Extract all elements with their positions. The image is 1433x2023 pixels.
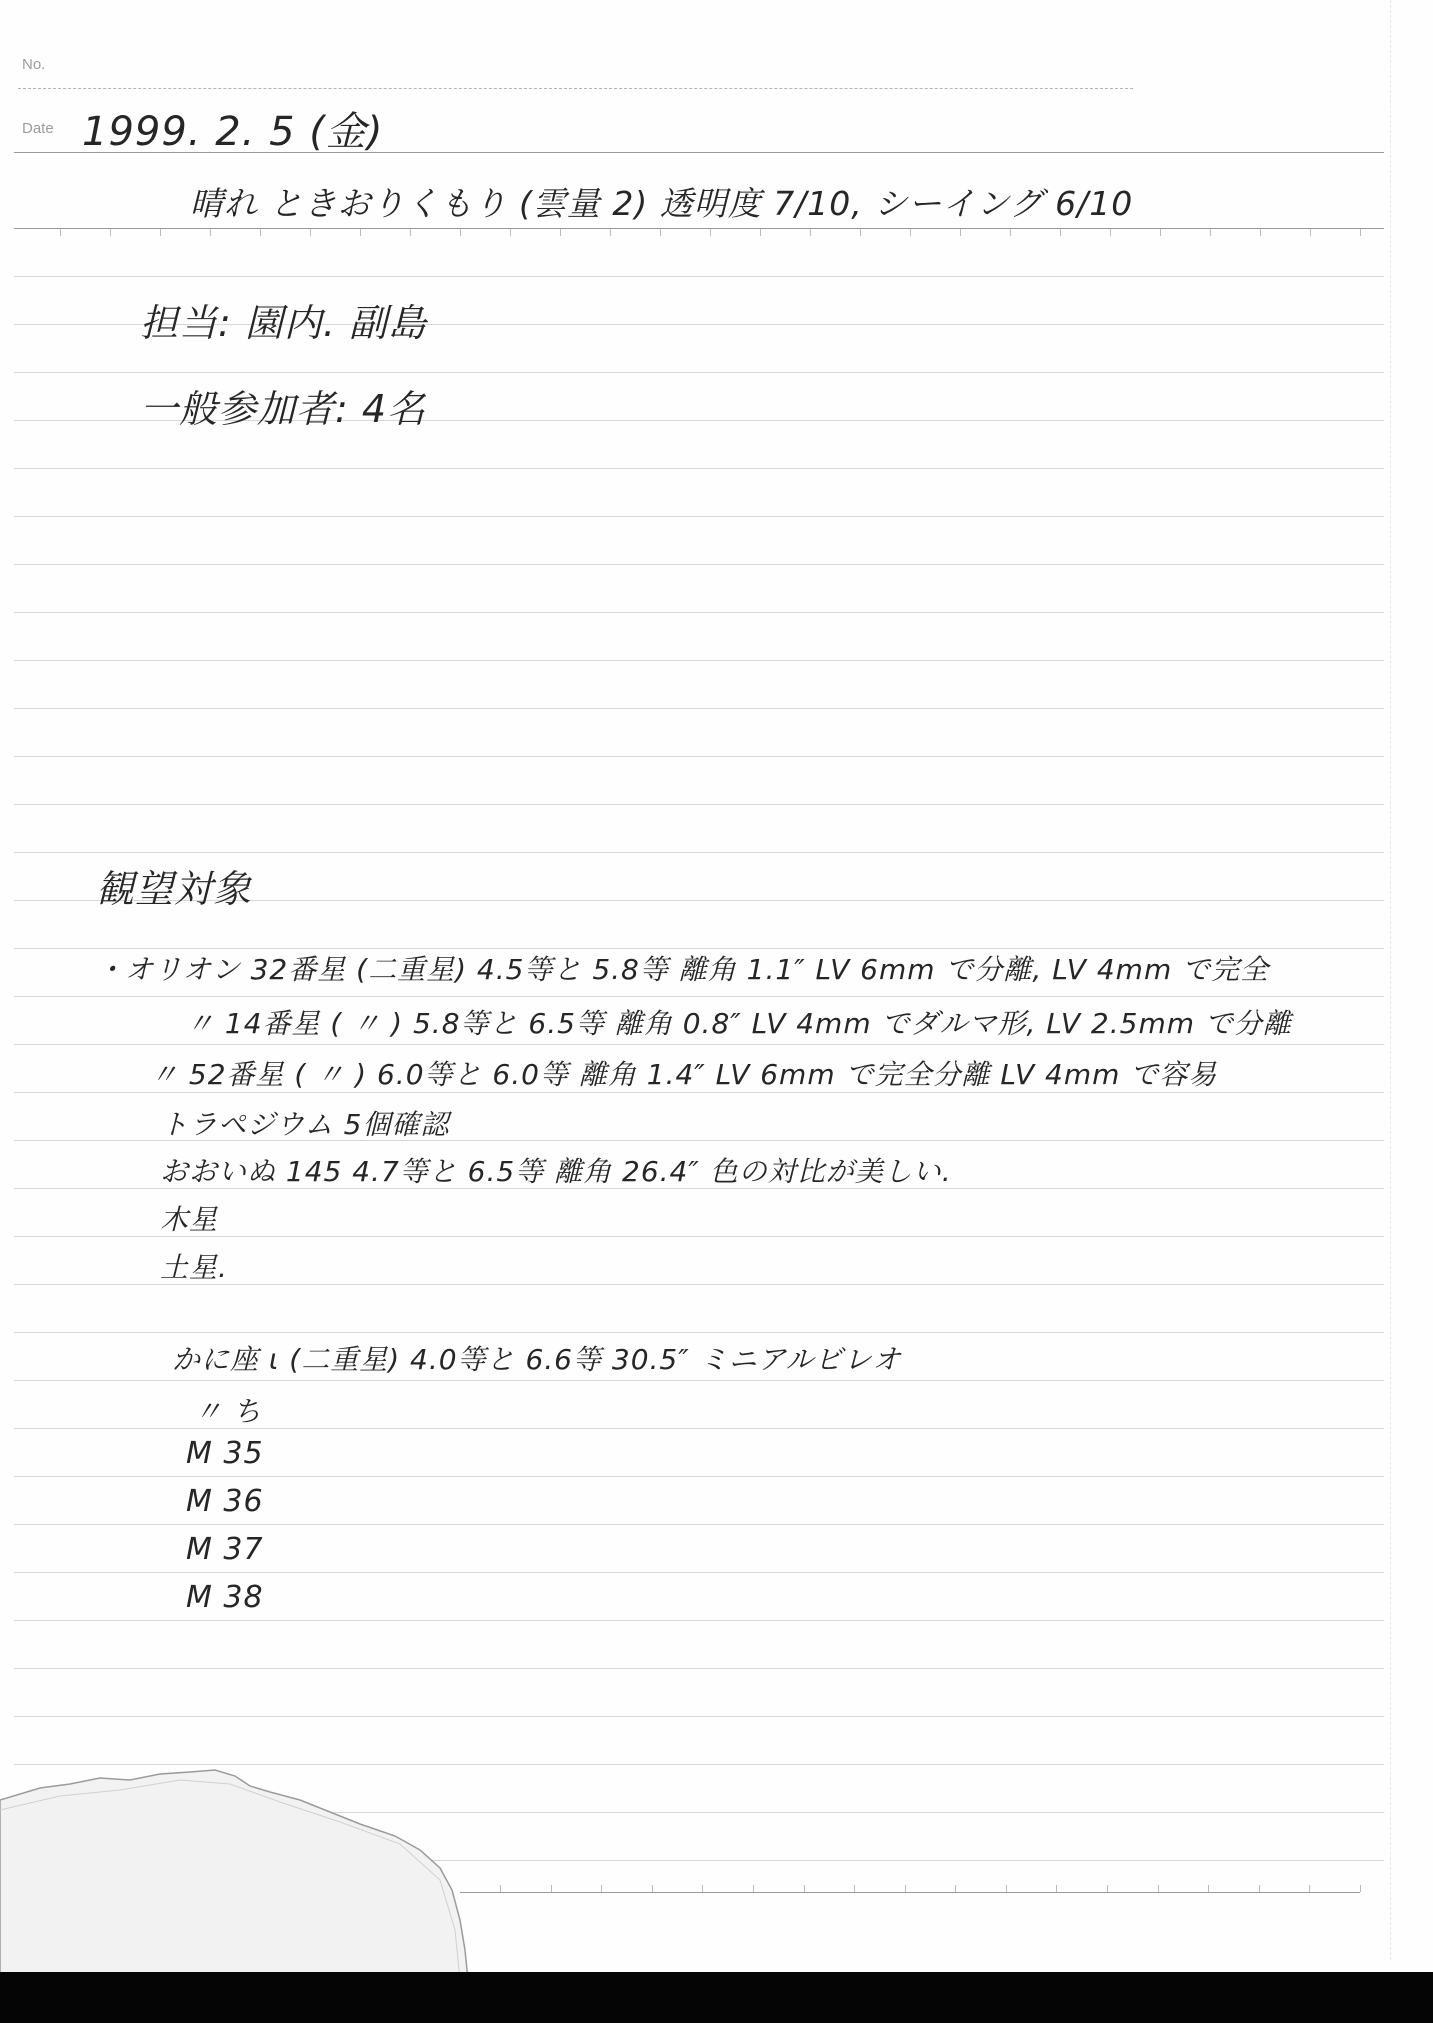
ruled-line: [14, 804, 1384, 805]
observation-item: かに座 ι (二重星) 4.0等と 6.6等 30.5″ ミニアルビレオ: [172, 1343, 902, 1376]
weather-line: 晴れ ときおりくもり (雲量 2) 透明度 7/10, シーイング 6/10: [190, 184, 1134, 223]
ruled-line: [14, 372, 1384, 373]
observation-item: 〃 14番星 ( 〃 ) 5.8等と 6.5等 離角 0.8″ LV 4mm でダルマ形, LV 2.5mm で分離: [186, 1007, 1292, 1040]
ruled-line: [14, 1716, 1384, 1717]
tick-mark: [260, 229, 261, 236]
tick-mark: [1060, 229, 1061, 236]
tick-mark: [410, 229, 411, 236]
tick-mark: [560, 229, 561, 236]
ruled-line: [14, 660, 1384, 661]
ruled-line: [14, 1620, 1384, 1621]
ruled-line: [14, 852, 1384, 853]
ruled-line: [14, 1332, 1384, 1333]
section-title: 観望対象: [96, 867, 253, 911]
date-label: Date: [22, 120, 54, 137]
in-charge: 担当: 園内. 副島: [140, 301, 428, 345]
tick-mark: [960, 229, 961, 236]
tick-mark: [905, 1885, 906, 1892]
tick-mark: [710, 229, 711, 236]
tick-mark: [760, 229, 761, 236]
tick-mark: [1310, 229, 1311, 236]
tick-mark: [910, 229, 911, 236]
observation-item: 〃 ち: [194, 1395, 262, 1428]
tick-mark: [110, 229, 111, 236]
ruled-line: [14, 708, 1384, 709]
tick-mark: [955, 1885, 956, 1892]
ruled-line: [14, 612, 1384, 613]
ruled-line: [14, 1236, 1384, 1237]
observation-item: トラペジウム 5個確認: [160, 1108, 450, 1141]
tick-mark: [860, 229, 861, 236]
tick-mark: [1006, 1885, 1007, 1892]
ruled-line: [14, 276, 1384, 277]
tick-mark: [652, 1885, 653, 1892]
tick-mark: [460, 229, 461, 236]
header-ticks: [60, 229, 1360, 237]
tick-mark: [702, 1885, 703, 1892]
ruled-line: [14, 1524, 1384, 1525]
observation-item: 〃 52番星 ( 〃 ) 6.0等と 6.0等 離角 1.4″ LV 6mm で完全分離 LV 4mm で容易: [150, 1058, 1218, 1091]
tick-mark: [1158, 1885, 1159, 1892]
tick-mark: [210, 229, 211, 236]
ruled-line: [14, 1572, 1384, 1573]
tick-mark: [1107, 1885, 1108, 1892]
torn-corner: [0, 1740, 500, 1980]
observation-item: M 38: [186, 1580, 264, 1615]
tick-mark: [1309, 1885, 1310, 1892]
observation-item: 木星: [160, 1203, 219, 1236]
ruled-line: [14, 1044, 1384, 1045]
ruled-line: [14, 756, 1384, 757]
tick-mark: [660, 229, 661, 236]
tick-mark: [1259, 1885, 1260, 1892]
tick-mark: [601, 1885, 602, 1892]
participants: 一般参加者: 4名: [140, 387, 427, 431]
ruled-line: [14, 1668, 1384, 1669]
observation-item: 土星.: [160, 1251, 228, 1284]
no-label: No.: [22, 56, 46, 73]
tick-mark: [1110, 229, 1111, 236]
observation-item: M 35: [186, 1436, 264, 1471]
tick-mark: [804, 1885, 805, 1892]
tick-mark: [1360, 1885, 1361, 1892]
tick-mark: [60, 229, 61, 236]
ruled-line: [14, 1380, 1384, 1381]
ruled-line: [14, 996, 1384, 997]
ruled-line: [14, 1476, 1384, 1477]
tick-mark: [810, 229, 811, 236]
tick-mark: [1160, 229, 1161, 236]
right-margin: [1390, 0, 1391, 1960]
tick-mark: [360, 229, 361, 236]
observation-item: おおいぬ 145 4.7等と 6.5等 離角 26.4″ 色の対比が美しい.: [160, 1155, 952, 1188]
scan-bottom-edge: [0, 1972, 1433, 2023]
no-underline: [18, 88, 1133, 89]
tick-mark: [310, 229, 311, 236]
tick-mark: [1056, 1885, 1057, 1892]
tick-mark: [1360, 229, 1361, 236]
tick-mark: [854, 1885, 855, 1892]
tick-mark: [753, 1885, 754, 1892]
ruled-line: [14, 564, 1384, 565]
tick-mark: [1010, 229, 1011, 236]
tick-mark: [160, 229, 161, 236]
footer-ticks: [500, 1885, 1360, 1893]
tick-mark: [1210, 229, 1211, 236]
tick-mark: [510, 229, 511, 236]
tick-mark: [610, 229, 611, 236]
tick-mark: [1260, 229, 1261, 236]
observation-item: M 37: [186, 1532, 264, 1567]
ruled-line: [14, 468, 1384, 469]
observation-item: M 36: [186, 1484, 264, 1519]
tick-mark: [1208, 1885, 1209, 1892]
observation-item: ・オリオン 32番星 (二重星) 4.5等と 5.8等 離角 1.1″ LV 6mm で分離, LV 4mm で完全: [96, 953, 1270, 986]
ruled-line: [14, 516, 1384, 517]
date-value: 1999. 2. 5 (金): [82, 109, 384, 155]
tick-mark: [551, 1885, 552, 1892]
tick-mark: [500, 1885, 501, 1892]
